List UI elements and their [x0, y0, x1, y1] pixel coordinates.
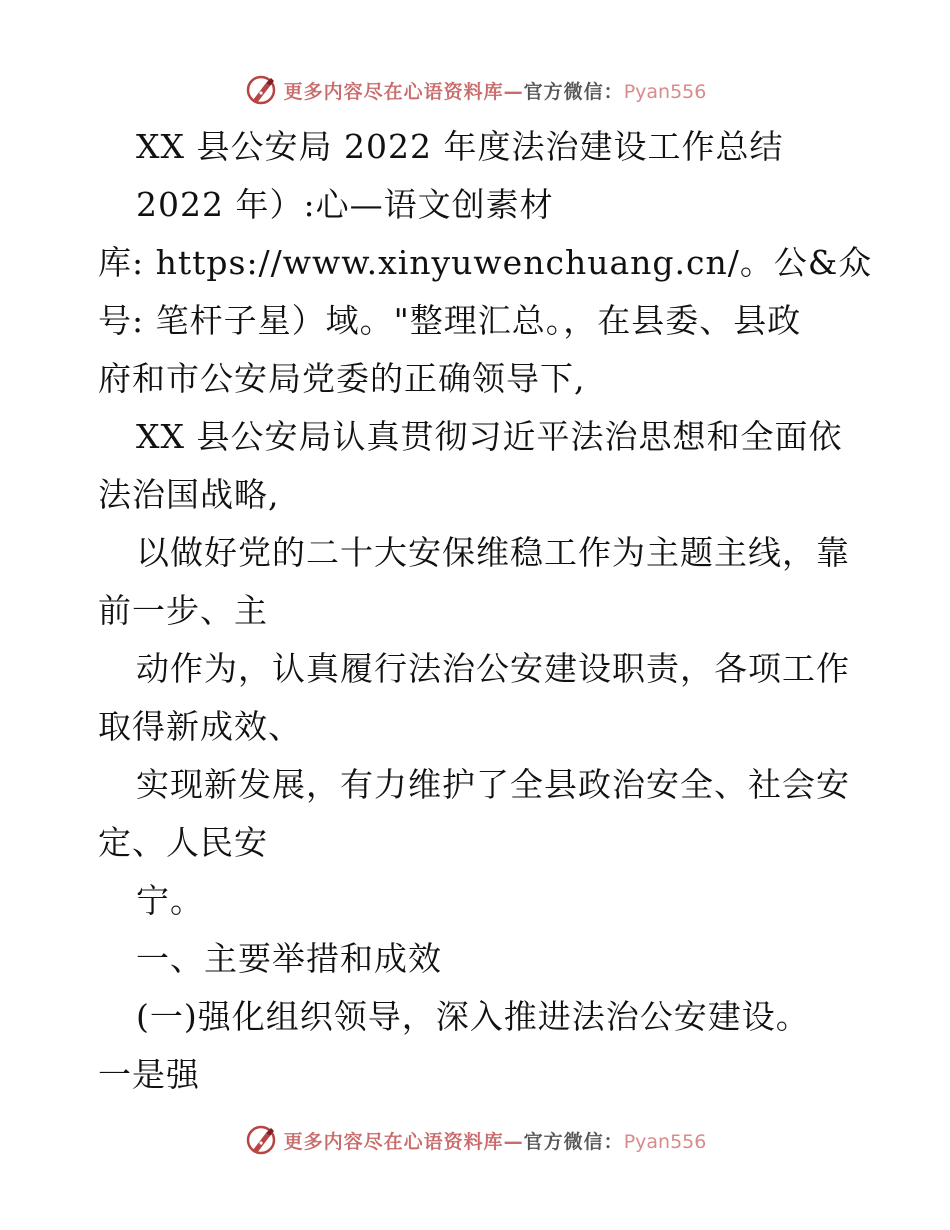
watermark-site-name: 更多内容尽在心语资料库: [283, 80, 504, 103]
text-line: 以做好党的二十大安保维稳工作为主题主线，靠: [136, 533, 850, 572]
subsection-heading: (一)强化组织领导，深入推进法治公安建设。: [136, 997, 810, 1036]
text-line: 宁。: [136, 881, 204, 920]
text-line: 一是强: [98, 1055, 200, 1094]
watermark-wechat-id: Pyan556: [623, 1130, 707, 1153]
text-line: 府和市公安局党委的正确领导下,: [98, 359, 586, 398]
pen-nib-logo-icon: [244, 73, 278, 107]
pen-nib-logo-icon: [244, 1123, 278, 1157]
watermark-dash: —: [503, 1130, 524, 1153]
text-line: 法治国战略,: [98, 475, 280, 514]
document-body: [98, 118, 873, 1104]
text-line: XX 县公安局认真贯彻习近平法治思想和全面依: [136, 417, 843, 456]
text-line: 号: 笔杆子星）域。"整理汇总。，在县委、县政: [98, 301, 802, 340]
text-line: 定、人民安: [98, 823, 268, 862]
watermark-site-name: 更多内容尽在心语资料库: [283, 1130, 504, 1153]
text-line: 库: https://www.xinyuwenchuang.cn/。公&众: [98, 243, 873, 282]
header-watermark-text: [284, 77, 707, 104]
text-line: 2022 年）:心—语文创素材: [136, 185, 554, 224]
header-watermark-banner: [0, 70, 950, 110]
watermark-wechat-label: 官方微信：: [523, 80, 624, 103]
text-line: 动作为，认真履行法治公安建设职责，各项工作: [136, 649, 850, 688]
footer-watermark-banner: [0, 1120, 950, 1160]
section-heading: 一、主要举措和成效: [136, 939, 442, 978]
footer-watermark-text: [284, 1127, 707, 1154]
watermark-wechat-label: 官方微信：: [523, 1130, 624, 1153]
text-line: 实现新发展，有力维护了全县政治安全、社会安: [136, 765, 850, 804]
watermark-dash: —: [503, 80, 524, 103]
watermark-wechat-id: Pyan556: [623, 80, 707, 103]
document-title: XX 县公安局 2022 年度法治建设工作总结: [136, 127, 784, 166]
text-line: 取得新成效、: [98, 707, 302, 746]
text-line: 前一步、主: [98, 591, 268, 630]
